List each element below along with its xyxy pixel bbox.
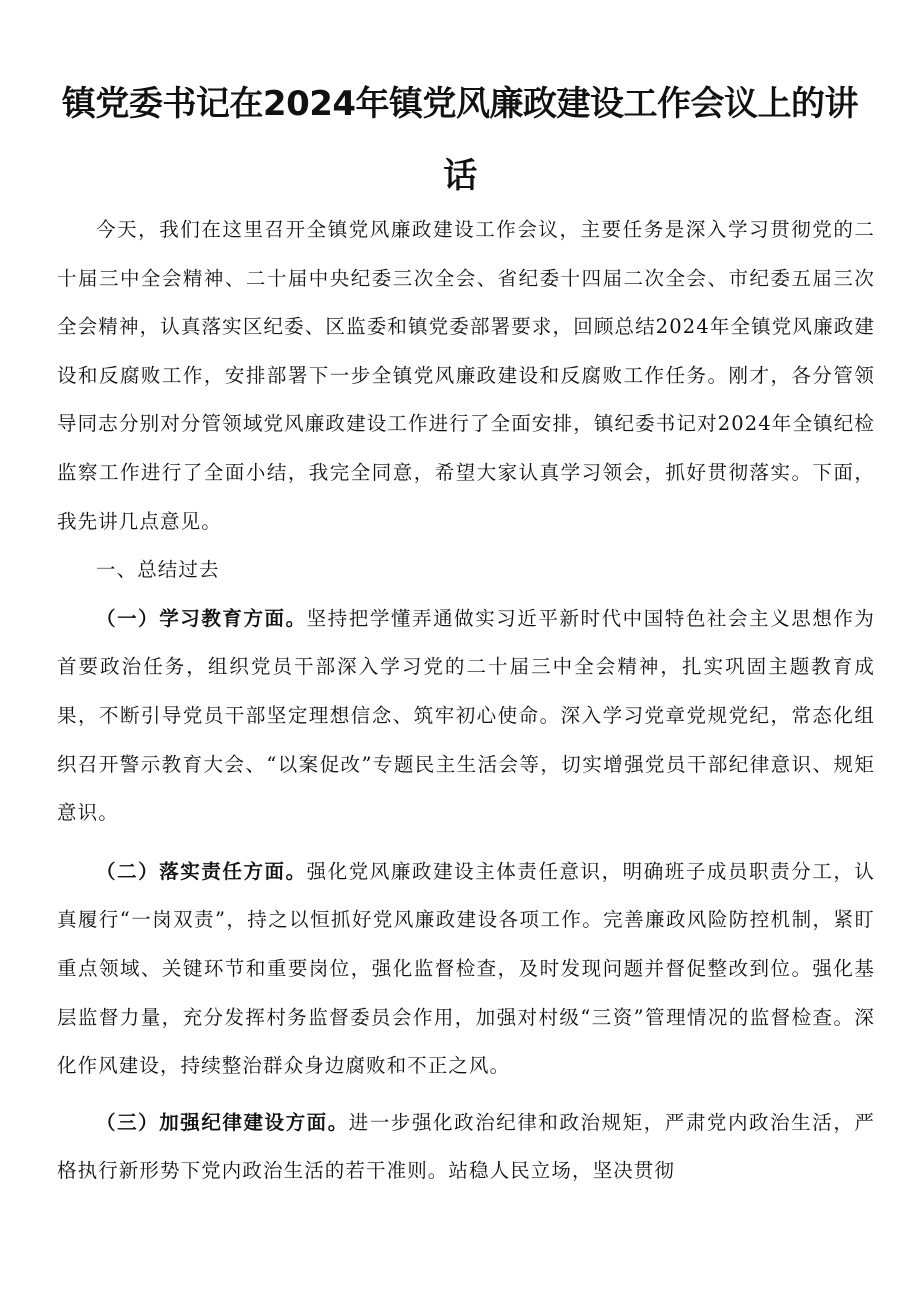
section-heading: 一、总结过去 <box>96 558 220 582</box>
paragraph-lead: （二）落实责任方面。 <box>96 859 307 883</box>
paragraph-lead: （一）学习教育方面。 <box>96 606 307 630</box>
paragraph-discipline <box>57 1099 875 1196</box>
paragraph-text: 坚持把学懂弄通做实习近平新时代中国特色社会主义思想作为首要政治任务，组织党员干部深入学习党的二十届三中全会精神，扎实巩固主题教育成果，不断引导党员干部坚定理想信念、筑牢初心使命。深入学习党章党规党纪，常态化组织召开警示教育大会、“以案促改”专题民主生活会等，切实增强党员干部纪律意识、规矩意识。 <box>57 606 875 825</box>
intro-paragraph: 今天，我们在这里召开全镇党风廉政建设工作会议，主要任务是深入学习贯彻党的二十届三中全会精神、二十届中央纪委三次全会、省纪委十四届二次全会、市纪委五届三次全会精神，认真落实区纪委、区监委和镇党委部署要求，回顾总结2024年全镇党风廉政建设和反腐败工作，安排部署下一步全镇党风廉政建设和反腐败工作任务。刚才，各分管领导同志分别对分管领域党风廉政建设工作进行了全面安排，镇纪委书记对2024年全镇纪检监察工作进行了全面小结，我完全同意，希望大家认真学习领会，抓好贯彻落实。下面，我先讲几点意见。 <box>57 218 875 533</box>
paragraph-text: 进一步强化政治纪律和政治规矩，严肃党内政治生活，严格执行新形势下党内政治生活的若干准则。站稳人民立场，坚决贯彻 <box>57 1110 875 1183</box>
document-title-line-1: 镇党委书记在2024年镇党风廉政建设工作会议上的讲 <box>61 84 859 124</box>
document-body <box>57 206 875 1196</box>
paragraph-lead: （三）加强纪律建设方面。 <box>96 1110 349 1134</box>
paragraph-text: 强化党风廉政建设主体责任意识，明确班子成员职责分工，认真履行“一岗双责”，持之以恒抓好党风廉政建设各项工作。完善廉政风险防控机制，紧盯重点领域、关键环节和重要岗位，强化监督检查，及时发现问题并督促整改到位。强化基层监督力量，充分发挥村务监督委员会作用，加强对村级“三资”管理情况的监督检查。深化作风建设，持续整治群众身边腐败和不正之风。 <box>57 859 875 1078</box>
document-title-line-2: 话 <box>443 156 477 196</box>
paragraph-responsibility <box>57 848 875 1091</box>
paragraph-study-education <box>57 595 875 838</box>
